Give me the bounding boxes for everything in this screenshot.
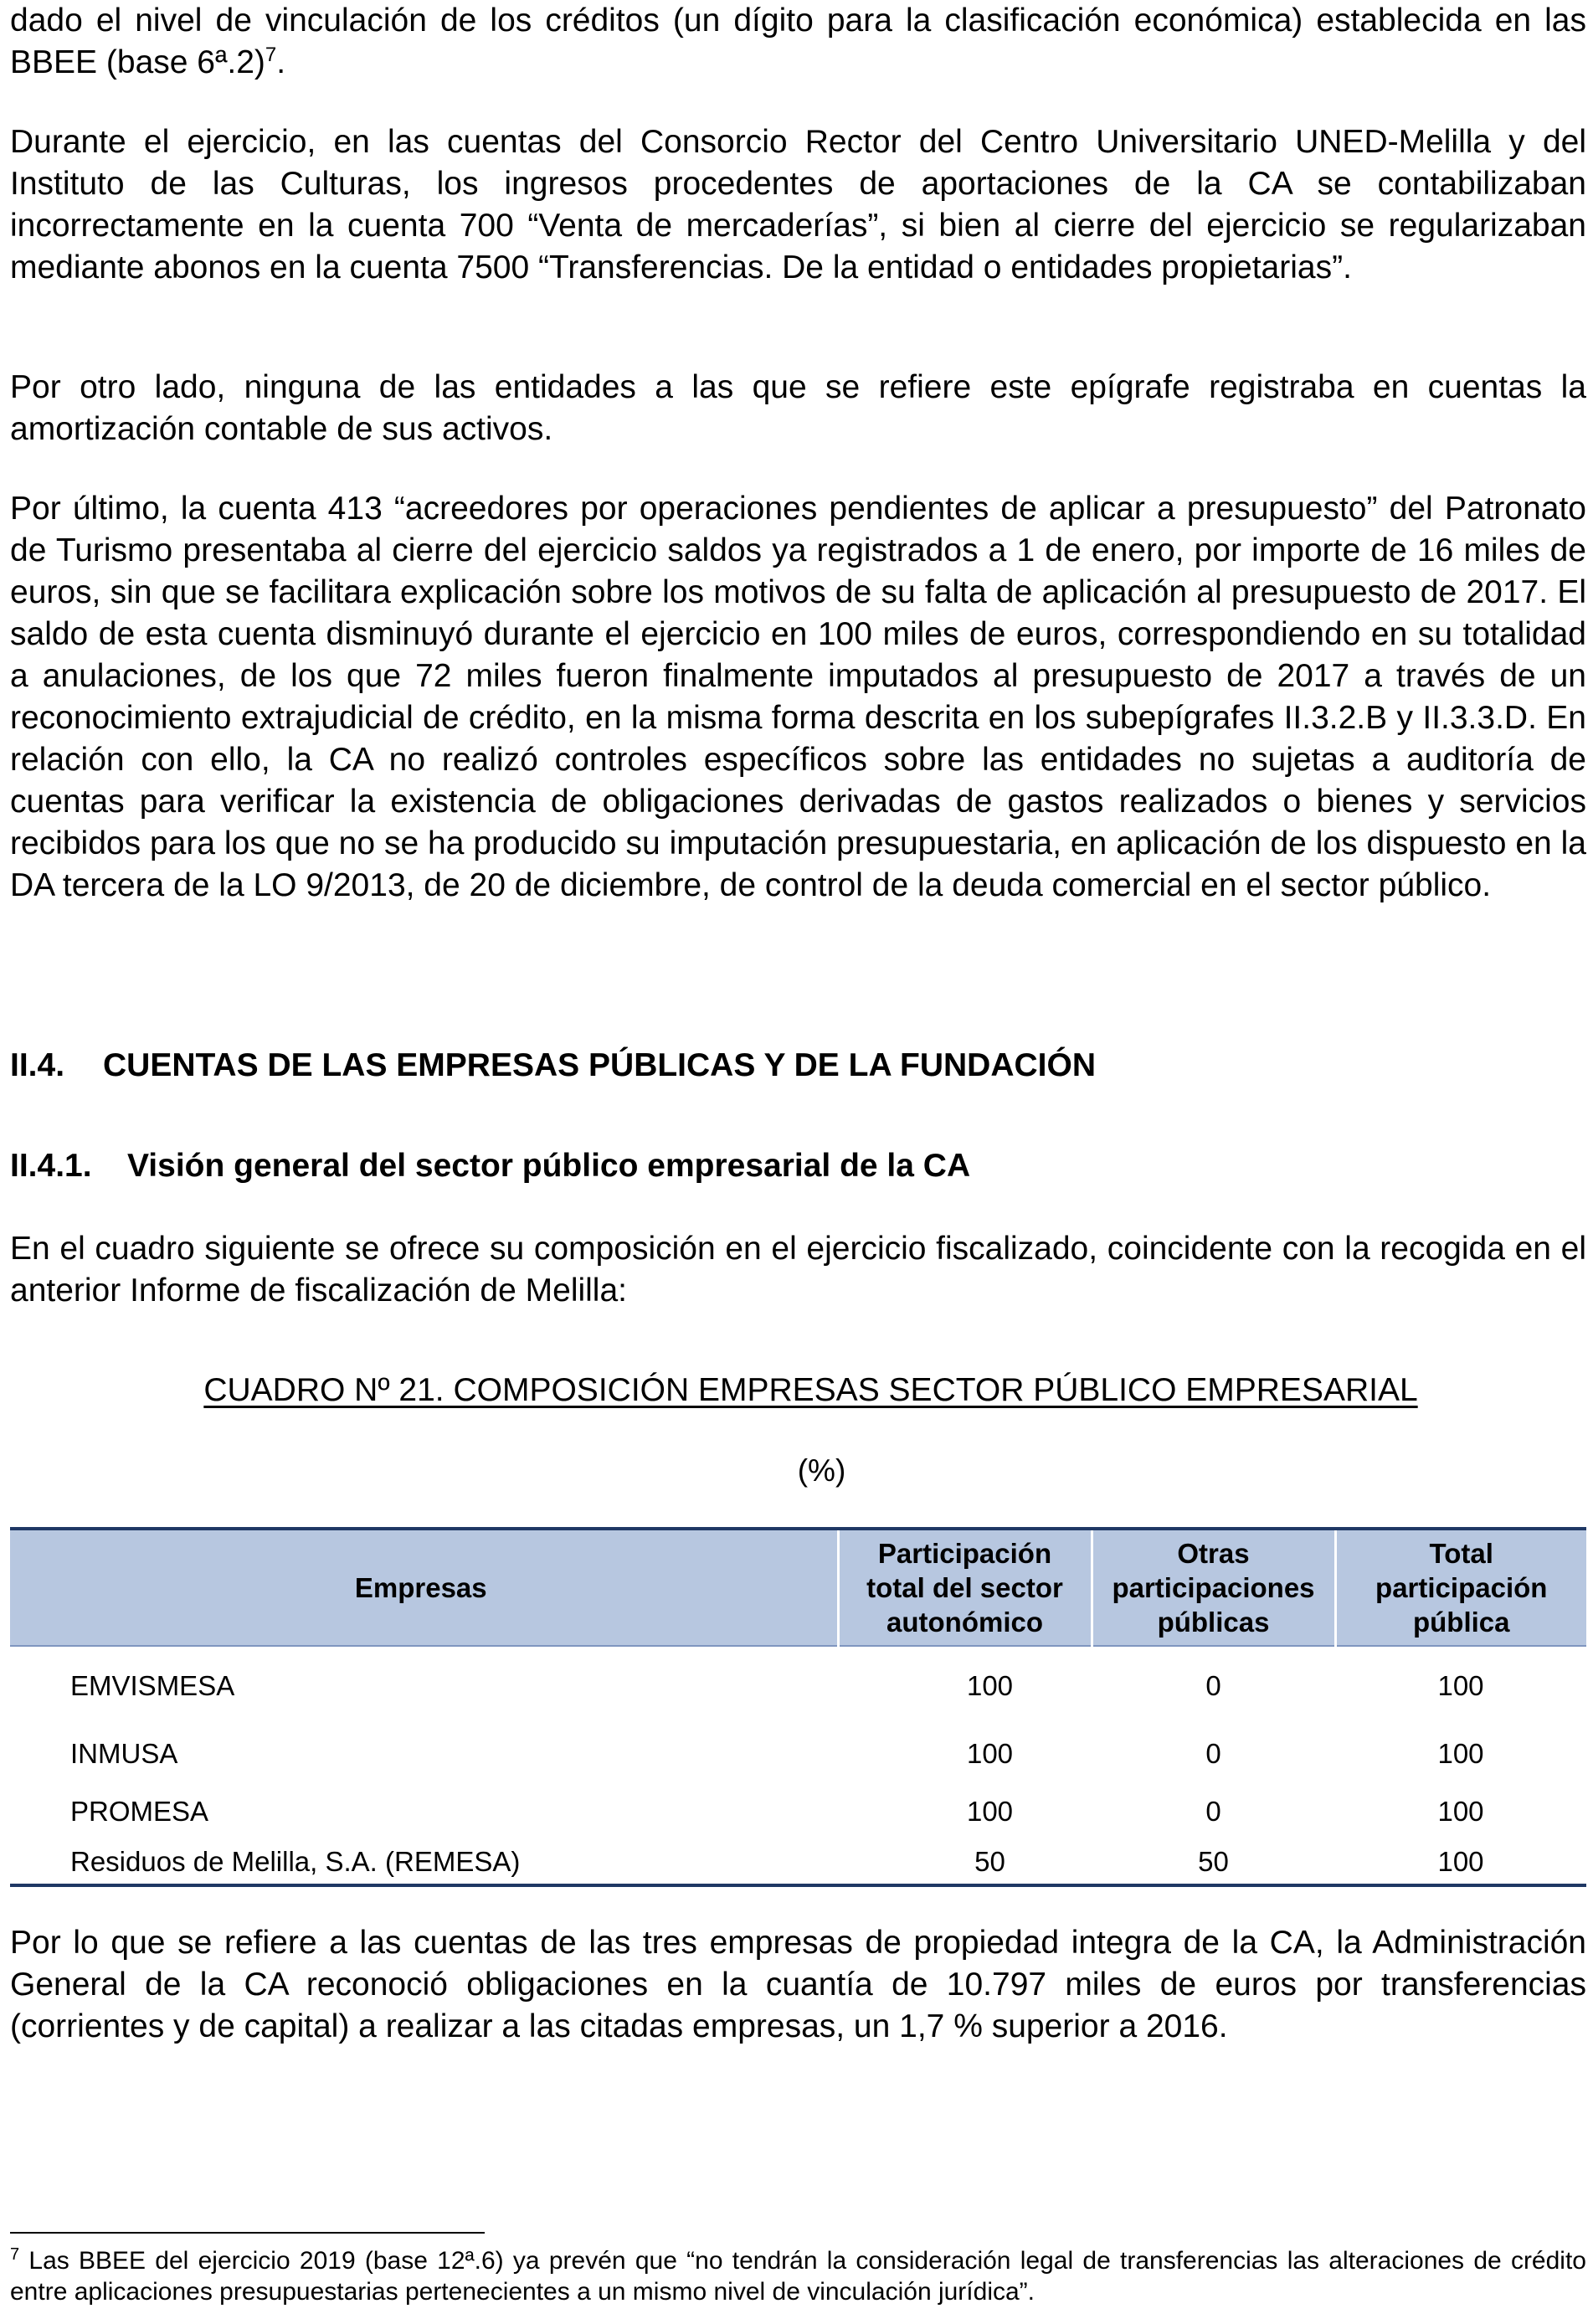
paragraph-consorcio: Durante el ejercicio, en las cuentas del Consorcio Rector del Centro Universitario UNED-Melilla y del Instituto de las Culturas, los ingresos procedentes de aportaciones de la CA se contabilizaban incorrectamente en la cuenta 700 “Venta de mercaderías”, si bien al cierre del ejercicio se regularizaban mediante abonos en la cuenta 7500 “Transferencias. De la entidad o entidades propietarias”. [10,124,1586,285]
section-title: CUENTAS DE LAS EMPRESAS PÚBLICAS Y DE LA FUNDACIÓN [103,1047,1096,1083]
cell-sector: 100 [966,1796,1014,1827]
cell-empresa: INMUSA [70,1738,178,1769]
header-label-line: total del sector [866,1572,1063,1603]
table-caption [10,1370,1586,1411]
table-header-row [10,1529,1586,1646]
cell-total: 100 [1437,1796,1484,1827]
paragraph-amortizacion: Por otro lado, ninguna de las entidades a las que se refiere este epígrafe registraba en cuentas la amortización contable de sus activos. [10,369,1586,447]
cell-empresa: PROMESA [70,1796,209,1827]
header-label-line: Total [1429,1538,1493,1569]
header-label-line: participación [1375,1572,1548,1603]
cell-total: 100 [1437,1738,1484,1769]
section-heading [10,1045,1586,1087]
cell-total: 100 [1437,1669,1484,1701]
header-label-line: Otras [1177,1538,1250,1569]
footnote-number: 7 [10,2245,20,2264]
table-unit [10,1450,1586,1492]
section-number: II.4. [10,1047,65,1083]
cell-sector: 100 [966,1669,1014,1701]
document-page [10,0,1586,2324]
cell-sector: 100 [966,1738,1014,1769]
footnote-reference[interactable]: 7 [265,44,277,66]
cell-sector: 50 [838,1840,1092,1885]
table-row [10,1783,1586,1840]
header-empresas-label: Empresas [354,1572,487,1603]
paragraph-vinculacion [10,0,1586,84]
composition-table [10,1527,1586,1887]
header-label-line: autonómico [886,1607,1043,1638]
header-label-line: públicas [1157,1607,1270,1638]
paragraph-text-end: . [276,44,286,80]
header-participacion-sector [838,1529,1092,1646]
header-label-line: Participación [877,1538,1052,1569]
header-label-line: pública [1412,1607,1510,1638]
table-unit-text: (%) [797,1453,846,1488]
cell-otras: 0 [1205,1738,1221,1769]
cell-otras: 0 [1205,1796,1221,1827]
subsection-heading [10,1145,1586,1187]
header-empresas [10,1529,838,1646]
cell-total: 100 [1335,1840,1586,1885]
header-otras-participaciones [1092,1529,1335,1646]
cell-otras: 50 [1092,1840,1335,1885]
table-row [10,1725,1586,1783]
cell-empresa: Residuos de Melilla, S.A. (REMESA) [10,1840,838,1885]
table-row [10,1840,1586,1885]
paragraph-transferencias: Por lo que se refiere a las cuentas de las tres empresas de propiedad integra de la CA, la Administración General de la CA reconoció obligaciones en la cuantía de 10.797 miles de euros por transferencias (corrientes y de capital) a realizar a las citadas empresas, un 1,7 % superior a 2016. [10,1925,1586,2044]
footnote-text: Las BBEE del ejercicio 2019 (base 12ª.6) ya prevén que “no tendrán la consideración legal de transferencias las alteraciones de crédito entre aplicaciones presupuestarias pertenecientes a un mismo nivel de vinculación jurídica”. [10,2247,1586,2306]
footnote-separator [10,2232,485,2234]
table-row [10,1646,1586,1725]
paragraph-composicion: En el cuadro siguiente se ofrece su composición en el ejercicio fiscalizado, coincidente con la recogida en el anterior Informe de fiscalización de Melilla: [10,1231,1586,1309]
header-total-participacion [1335,1529,1586,1646]
paragraph-cuenta-413: Por último, la cuenta 413 “acreedores por operaciones pendientes de aplicar a presupuesto” del Patronato de Turismo presentaba al cierre del ejercicio saldos ya registrados a 1 de enero, por importe de 16 miles de euros, sin que se facilitara explicación sobre los motivos de su falta de aplicación al presupuesto de 2017. El saldo de esta cuenta disminuyó durante el ejercicio en 100 miles de euros, correspondiendo en su totalidad a anulaciones, de los que 72 miles fueron finalmente imputados al presupuesto de 2017 a través de un reconocimiento extrajudicial de crédito, en la misma forma descrita en los subepígrafes II.3.2.B y II.3.3.D. En relación con ello, la CA no realizó controles específicos sobre las entidades no sujetas a auditoría de cuentas para verificar la existencia de obligaciones derivadas de gastos realizados o bienes y servicios recibidos para los que no se ha producido su imputación presupuestaria, en aplicación de los dispuesto en la DA tercera de la LO 9/2013, de 20 de diciembre, de control de la deuda comercial en el sector público. [10,491,1586,903]
subsection-title: Visión general del sector público empresarial de la CA [127,1148,971,1184]
table-caption-text: CUADRO Nº 21. COMPOSICIÓN EMPRESAS SECTOR PÚBLICO EMPRESARIAL [203,1372,1418,1408]
subsection-number: II.4.1. [10,1148,92,1184]
cell-otras: 0 [1205,1669,1221,1701]
footnote [10,2245,1586,2307]
header-label-line: participaciones [1112,1572,1315,1603]
cell-empresa: EMVISMESA [70,1669,235,1701]
paragraph-text: dado el nivel de vinculación de los créditos (un dígito para la clasificación económica) establecida en las BBEE (base 6ª.2) [10,3,1586,80]
